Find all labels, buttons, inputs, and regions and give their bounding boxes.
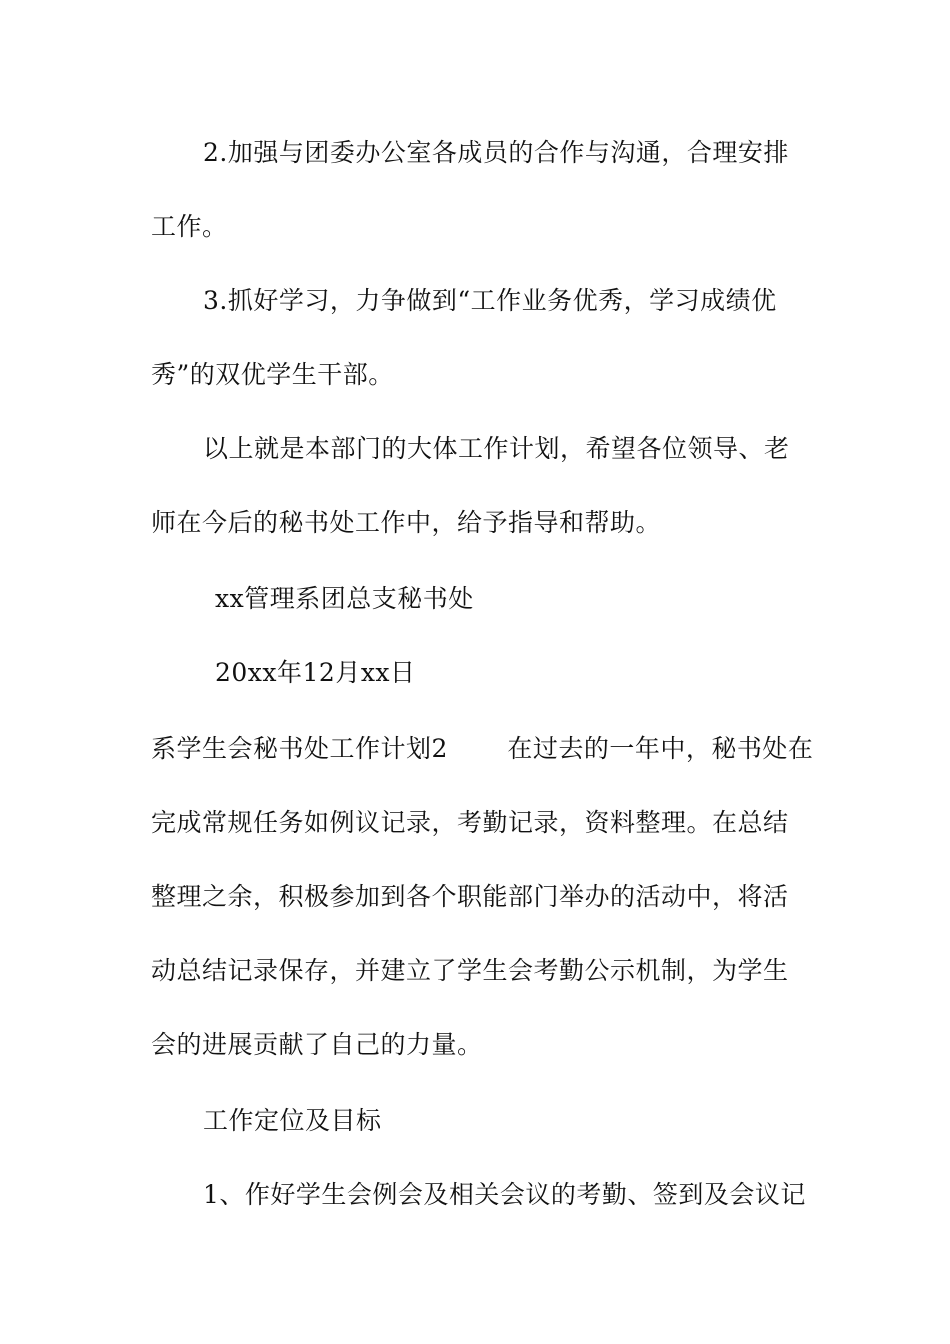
paragraph-line: 会的进展贡献了自己的力量。 xyxy=(151,1030,483,1059)
paragraph-line: 1、作好学生会例会及相关会议的考勤、签到及会议记 xyxy=(203,1180,806,1209)
paragraph-line: 完成常规任务如例议记录，考勤记录，资料整理。在总结 xyxy=(151,808,789,837)
paragraph-line: 秀”的双优学生干部。 xyxy=(151,360,394,389)
paragraph-line: 2.加强与团委办公室各成员的合作与沟通，合理安排 xyxy=(203,138,789,167)
paragraph-line: 师在今后的秘书处工作中，给予指导和帮助。 xyxy=(151,508,662,537)
section-title-line: 系学生会秘书处工作计划2 在过去的一年中，秘书处在 xyxy=(151,734,814,763)
signature-department: xx管理系团总支秘书处 xyxy=(215,584,474,613)
paragraph-line: 动总结记录保存，并建立了学生会考勤公示机制，为学生 xyxy=(151,956,789,985)
paragraph-line: 整理之余，积极参加到各个职能部门举办的活动中，将活 xyxy=(151,882,789,911)
paragraph-line: 3.抓好学习，力争做到“工作业务优秀，学习成绩优 xyxy=(203,286,777,315)
paragraph-line: 工作。 xyxy=(151,212,228,241)
signature-date: 20xx年12月xx日 xyxy=(215,658,416,687)
section-heading: 工作定位及目标 xyxy=(203,1106,382,1135)
paragraph-line: 以上就是本部门的大体工作计划，希望各位领导、老 xyxy=(203,434,790,463)
